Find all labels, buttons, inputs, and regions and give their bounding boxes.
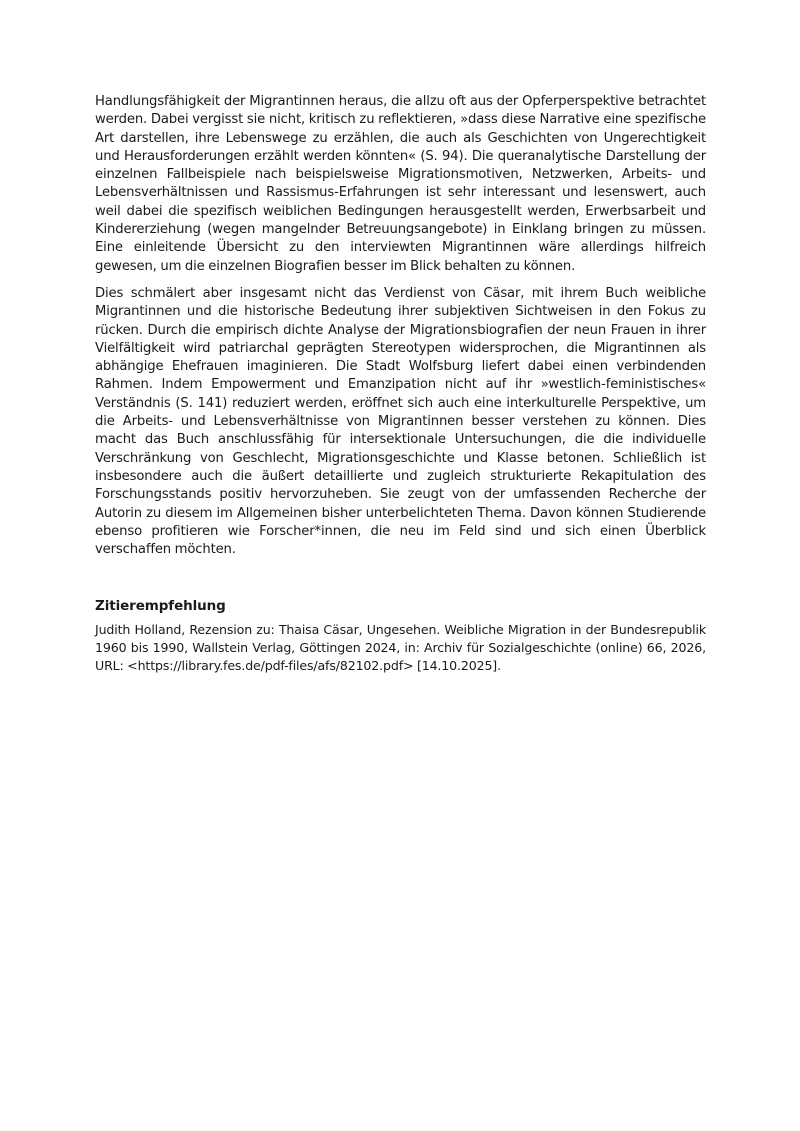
body-paragraph: Dies schmälert aber insgesamt nicht das Verdienst von Cäsar, mit ihrem Buch weibliche Migrantinnen und die historische Bedeutung ihrer subjektiven Sichtweisen in den Fokus zu rücken. Durch die empirisch dichte Analyse der Migrationsbiografien der neun Frauen in ihrer Vielfältigkeit wird patriarchal geprägten Stereotypen widersprochen, die Migrantinnen als abhängige Ehefrauen imaginieren. Die Stadt Wolfsburg liefert dabei einen verbindenden Rahmen. Indem Empowerment und Emanzipation nicht auf ihr »westlich-feministisches« Verständnis (S. 141) reduziert werden, eröffnet sich auch eine interkulturelle Perspektive, um die Arbeits- und Lebensverhältnisse von Migrantinnen besser verstehen zu können. Dies macht das Buch anschlussfähig für intersektionale Untersuchungen, die die individuelle Verschränkung von Geschlecht, Migrationsgeschichte und Klasse betonen. Schließlich ist insbesondere auch die äußert detaillierte und zugleich strukturierte Rekapitulation des Forschungsstands positiv hervorzuheben. Sie zeugt von der umfassenden Recherche der Autorin zu diesem im Allgemeinen bisher unterbelichteten Thema. Davon können Studierende ebenso profitieren wie Forscher*innen, die neu im Feld sind und sich einen Überblick verschaffen möchten. [95,285,706,558]
body-paragraph: Handlungsfähigkeit der Migrantinnen heraus, die allzu oft aus der Opferperspektive betrachtet werden. Dabei vergisst sie nicht, kritisch zu reflektieren, »dass diese Narrative eine spezifische Art darstellen, ihre Lebenswege zu erzählen, die auch als Geschichten von Ungerechtigkeit und Herausforderungen erzählt werden könnten« (S. 94). Die queranalytische Darstellung der einzelnen Fallbeispiele nach beispielsweise Migrationsmotiven, Netzwerken, Arbeits- und Lebensverhältnissen und Rassismus-Erfahrungen ist sehr interessant und lesenswert, auch weil dabei die spezifisch weiblichen Bedingungen herausgestellt werden, Erwerbsarbeit und Kindererziehung (wegen mangelnder Betreuungsangebote) in Einklang bringen zu müssen. Eine einleitende Übersicht zu den interviewten Migrantinnen wäre allerdings hilfreich gewesen, um die einzelnen Biografien besser im Blick behalten zu können. [95,94,706,274]
citation-heading: Zitierempfehlung [95,598,226,615]
document-page [95,93,706,674]
citation-text: Judith Holland, Rezension zu: Thaisa Cäsar, Ungesehen. Weibliche Migration in der Bundesrepublik 1960 bis 1990, Wallstein Verlag, Göttingen 2024, in: Archiv für Sozialgeschichte (online) 66, 2026, URL: <https://library.fes.de/pdf-files/afs/82102.pdf> [14.10.2025]. [95,622,706,673]
